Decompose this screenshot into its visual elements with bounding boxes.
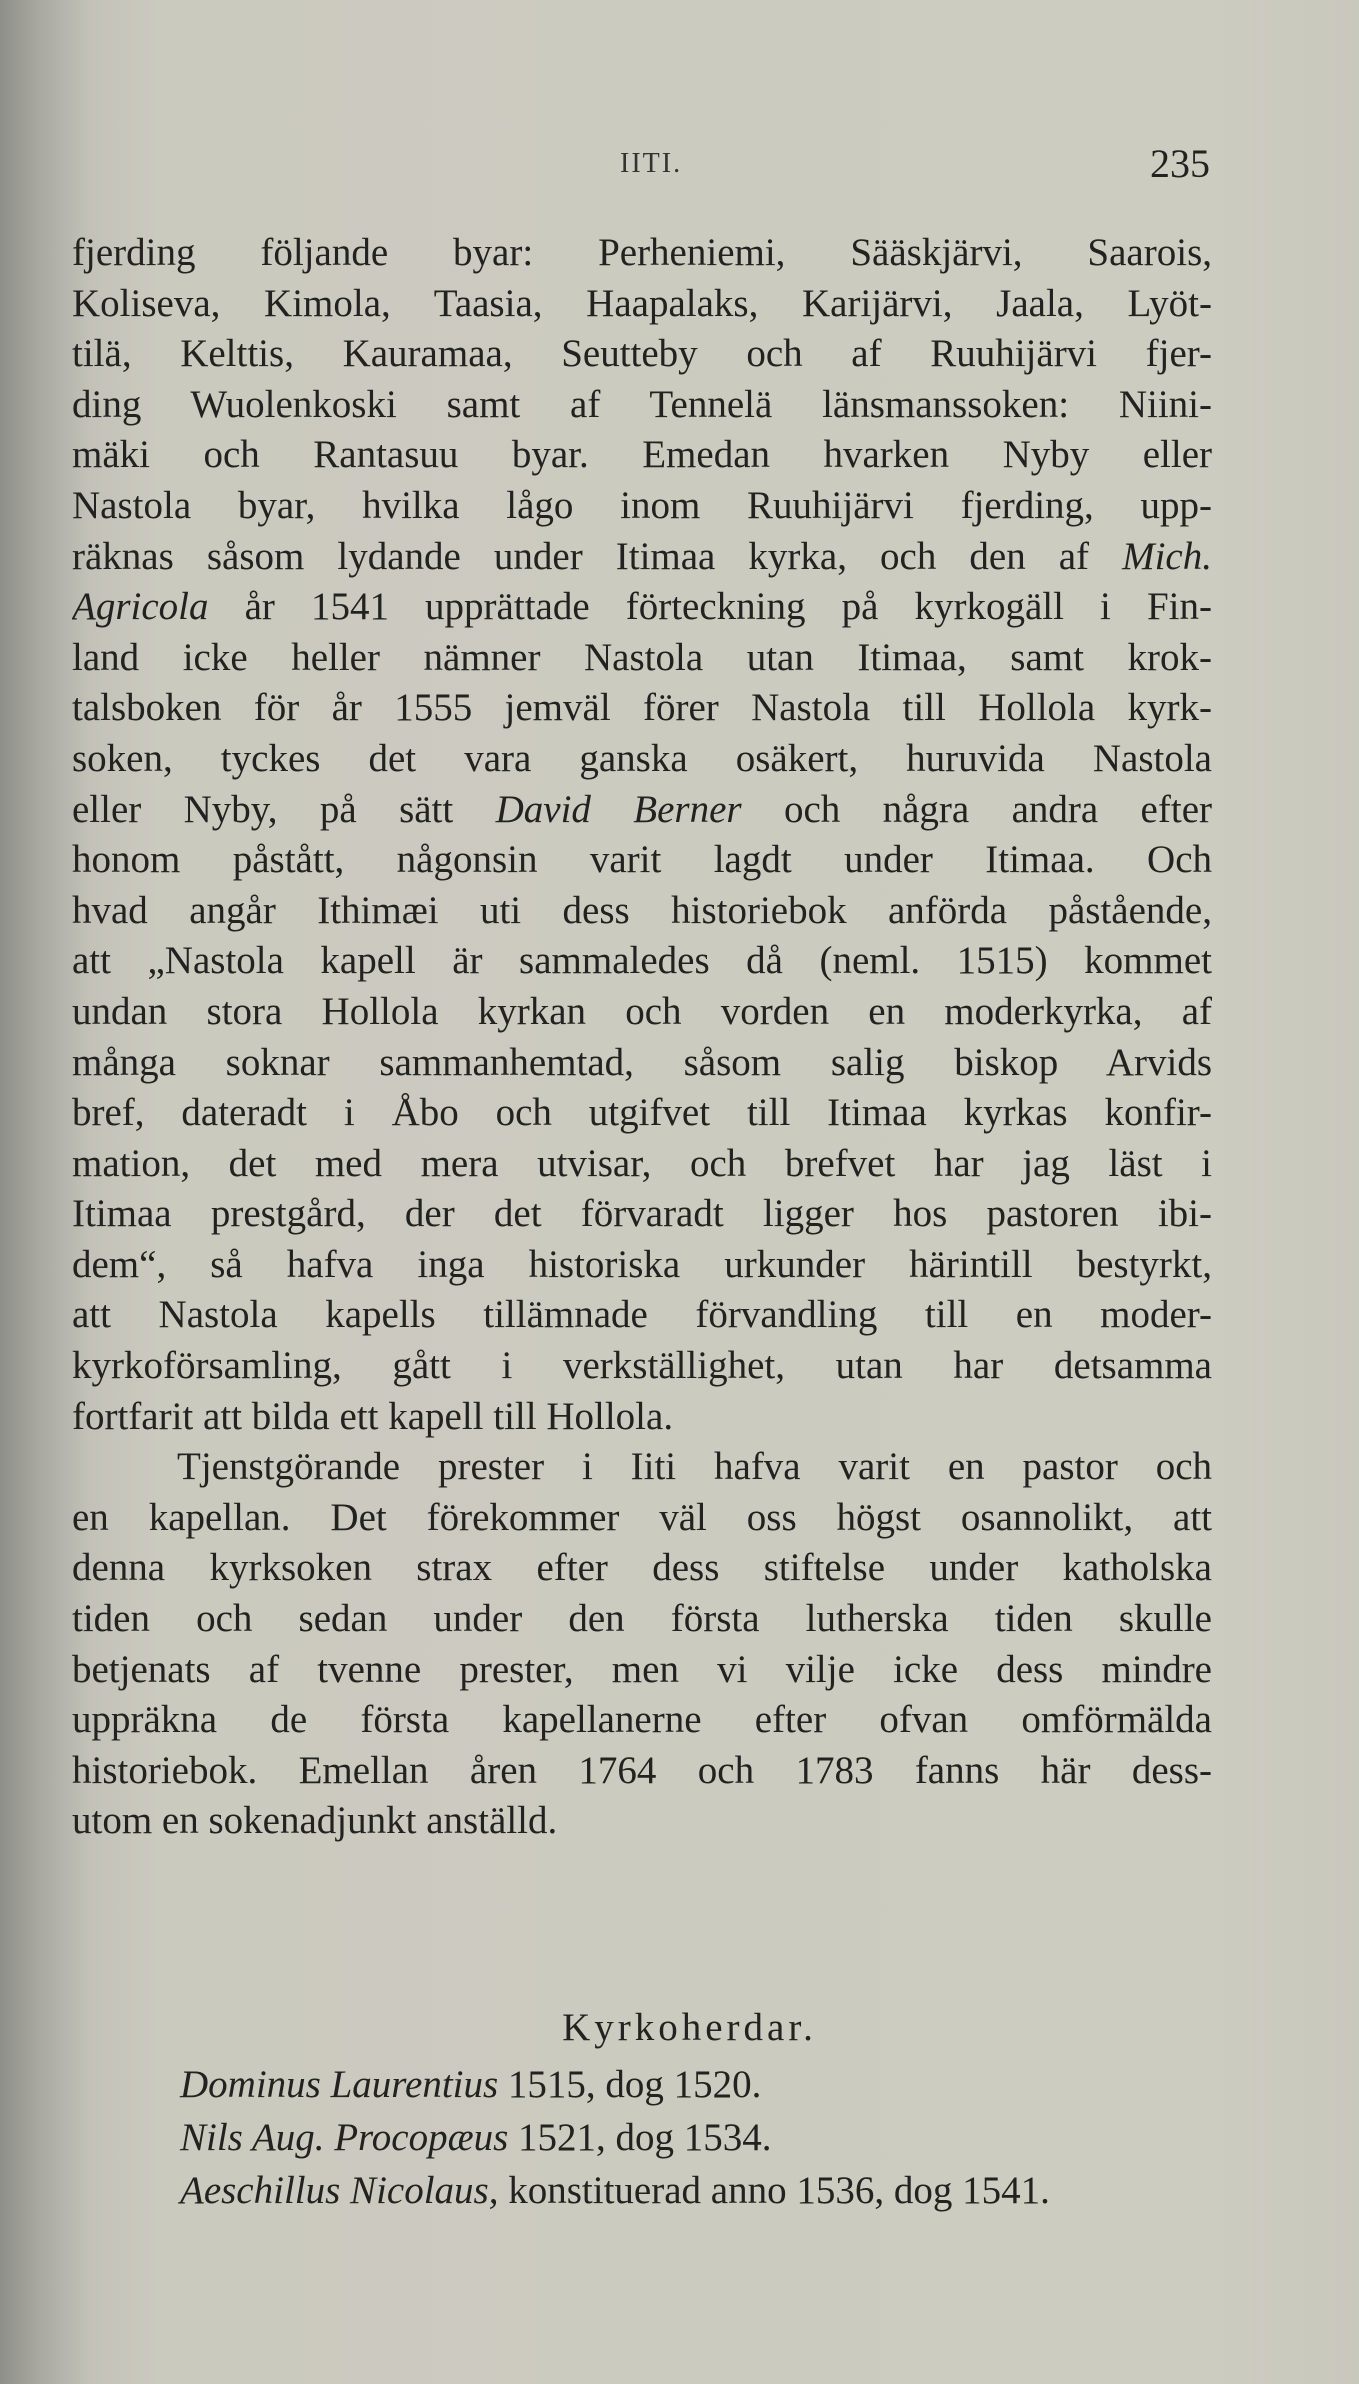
text-line — [72, 1594, 1212, 1645]
text-segment: betjenats af tvenne prester, men vi vilje icke dess mindre — [72, 1647, 1212, 1691]
text-line — [72, 1341, 1212, 1392]
text-segment: talsboken för år 1555 jemväl förer Nastola till Hollola kyrk- — [72, 686, 1212, 730]
text-line — [72, 1189, 1212, 1240]
text-segment: bref, dateradt i Åbo och utgifvet till Itimaa kyrkas konfir- — [72, 1091, 1212, 1135]
text-segment: många soknar sammanhemtad, såsom salig biskop Arvids — [72, 1040, 1212, 1084]
pastor-entry — [180, 2164, 1050, 2217]
text-segment: kyrkoförsamling, gått i verkställighet, utan har detsamma — [72, 1344, 1212, 1388]
text-segment: Koliseva, Kimola, Taasia, Haapalaks, Karijärvi, Jaala, Lyöt- — [72, 281, 1212, 325]
text-line — [72, 1543, 1212, 1594]
text-line — [72, 279, 1212, 330]
text-line — [72, 886, 1212, 937]
page-header — [72, 140, 1210, 190]
text-line — [72, 987, 1212, 1038]
text-segment: fortfarit att bilda ett kapell till Hollola. — [72, 1394, 674, 1438]
text-segment: historiebok. Emellan åren 1764 och 1783 fanns här dess- — [72, 1748, 1212, 1792]
text-segment: Nastola byar, hvilka lågo inom Ruuhijärvi fjerding, upp- — [72, 483, 1212, 527]
text-line — [72, 1746, 1212, 1797]
text-segment: Itimaa prestgård, der det förvaradt ligger hos pastoren ibi- — [72, 1192, 1212, 1236]
text-line — [72, 835, 1212, 886]
text-segment: att Nastola kapells tillämnade förvandling till en moder- — [72, 1293, 1212, 1337]
text-line — [72, 1493, 1212, 1544]
text-segment: en kapellan. Det förekommer väl oss högst osannolikt, att — [72, 1495, 1212, 1539]
text-line — [72, 329, 1212, 380]
pastor-dates: 1515, dog 1520. — [498, 2063, 762, 2106]
text-line — [72, 1088, 1212, 1139]
text-line — [72, 430, 1212, 481]
text-line — [72, 936, 1212, 987]
italic-name: Mich. — [1122, 534, 1212, 578]
text-segment: och några andra efter — [741, 787, 1212, 831]
text-line — [72, 683, 1212, 734]
running-head: IITI. — [620, 148, 683, 179]
italic-name: David Berner — [495, 787, 742, 831]
text-segment: hvad angår Ithimæi uti dess historiebok anförda påstående, — [72, 888, 1212, 932]
text-line — [72, 1645, 1212, 1696]
text-segment: tiden och sedan under den första lutherska tiden skulle — [72, 1597, 1212, 1641]
text-segment: denna kyrksoken strax efter dess stiftelse under katholska — [72, 1546, 1212, 1590]
text-line — [72, 380, 1212, 431]
text-line — [72, 734, 1212, 785]
text-line — [72, 582, 1212, 633]
pastor-list — [180, 2058, 1050, 2217]
pastor-name: Dominus Laurentius — [180, 2063, 499, 2106]
pastor-entry — [180, 2111, 1050, 2164]
text-line — [72, 1290, 1212, 1341]
text-segment: honom påstått, någonsin varit lagdt under Itimaa. Och — [72, 838, 1212, 882]
section-heading: Kyrkoherdar. — [562, 2006, 817, 2049]
text-segment: mäki och Rantasuu byar. Emedan hvarken Nyby eller — [72, 433, 1212, 477]
text-segment: soken, tyckes det vara ganska osäkert, huruvida Nastola — [72, 736, 1212, 780]
pastor-dates: 1521, dog 1534. — [508, 2116, 772, 2159]
text-line — [72, 1038, 1212, 1089]
text-segment: Tjenstgörande prester i Iiti hafva varit en pastor och — [177, 1445, 1212, 1489]
pastor-entry — [180, 2058, 1050, 2111]
italic-name: Agricola — [72, 585, 209, 629]
text-segment: utom en sokenadjunkt anställd. — [72, 1799, 558, 1843]
text-line — [72, 785, 1212, 836]
text-line — [72, 1139, 1212, 1190]
text-segment: eller Nyby, på sätt — [72, 787, 496, 831]
pastor-dates: konstituerad anno 1536, dog 1541. — [498, 2169, 1050, 2212]
text-segment: att „Nastola kapell är sammaledes då (neml. 1515) kommet — [72, 939, 1212, 983]
text-segment: räknas såsom lydande under Itimaa kyrka, och den af — [72, 534, 1123, 578]
text-segment: mation, det med mera utvisar, och brefvet har jag läst i — [72, 1141, 1212, 1185]
text-line — [72, 1796, 1212, 1847]
text-segment: land icke heller nämner Nastola utan Itimaa, samt krok- — [72, 635, 1212, 679]
text-line — [72, 532, 1212, 583]
text-line — [72, 633, 1212, 684]
pastor-name: Nils Aug. Procopæus — [180, 2116, 509, 2159]
text-line — [72, 481, 1212, 532]
text-line — [72, 1442, 1212, 1493]
text-segment: fjerding följande byar: Perheniemi, Sääskjärvi, Saarois, — [72, 231, 1212, 274]
text-segment: år 1541 upprättade förteckning på kyrkogäll i Fin- — [208, 585, 1212, 629]
text-segment: dem“, så hafva inga historiska urkunder härintill bestyrkt, — [72, 1242, 1212, 1286]
text-segment: undan stora Hollola kyrkan och vorden en moderkyrka, af — [72, 989, 1212, 1033]
text-segment: uppräkna de första kapellanerne efter ofvan omförmälda — [72, 1698, 1212, 1742]
text-line — [72, 228, 1212, 279]
text-line — [72, 1392, 1212, 1443]
page-number: 235 — [1150, 141, 1210, 186]
text-line — [72, 1695, 1212, 1746]
text-line — [72, 1240, 1212, 1291]
body-text — [72, 228, 1212, 1847]
text-segment: tilä, Kelttis, Kauramaa, Seutteby och af Ruuhijärvi fjer- — [72, 332, 1212, 376]
text-segment: ding Wuolenkoski samt af Tennelä länsmanssoken: Niini- — [72, 382, 1212, 426]
pastor-name: Aeschillus Nicolaus, — [180, 2169, 499, 2212]
